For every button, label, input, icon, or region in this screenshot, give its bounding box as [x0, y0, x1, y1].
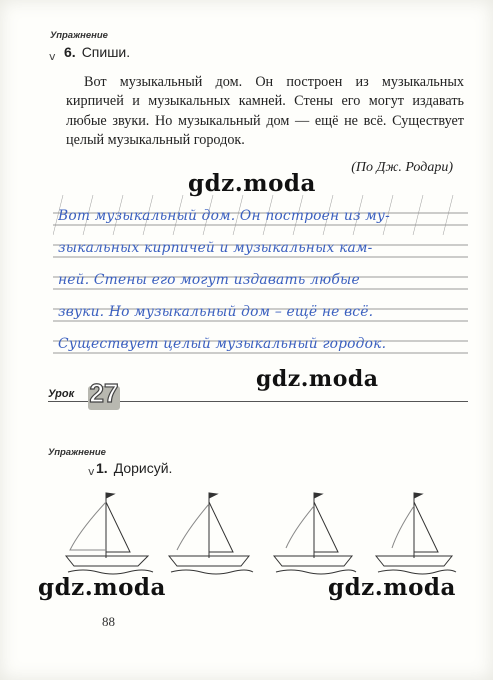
watermark-middle: gdz.moda: [256, 366, 379, 392]
handwritten-line-2: зыкальных кирпичей и музыкальных кам-: [58, 240, 373, 256]
sailboat-drawings: [58, 490, 458, 575]
watermark-bottom-left: gdz.moda: [38, 574, 166, 601]
sailboat-icon: [376, 493, 456, 574]
lesson-number: 27: [89, 378, 119, 408]
handwritten-line-4: звуки. Но музыкальный дом – ещё не всё.: [58, 304, 374, 320]
exercise-1-title: [96, 460, 172, 476]
sailboat-icon: [66, 493, 153, 574]
handwritten-line-5: Существует целый музыкальный городок.: [58, 336, 387, 352]
checkmark-2: v: [88, 465, 95, 478]
checkmark: v: [49, 50, 56, 63]
page-number: 88: [102, 614, 115, 629]
watermark-bottom-right: gdz.moda: [328, 574, 456, 601]
handwritten-line-3: ней. Стены его могут издавать любые: [58, 272, 360, 288]
exercise-6-title: [64, 44, 130, 60]
sailboat-icon: [169, 493, 253, 574]
exercise-task-2: Дорисуй.: [113, 460, 173, 476]
handwritten-line-1: Вот музыкальный дом. Он построен из му-: [58, 208, 390, 224]
lesson-label: Урок: [48, 388, 75, 400]
exercise-number: 6.: [64, 44, 76, 60]
watermark-top: gdz.moda: [188, 170, 316, 197]
printed-paragraph: Вот музыкальный дом. Он построен из музыкальных кирпичей и музыкальных камней. Стены его могут издавать любые звуки. Но музыкальный дом — ещё не всё. Существует целый музыкальный городок.: [66, 74, 464, 149]
text-source: (По Дж. Родари): [351, 160, 453, 175]
exercise-label-2: Упражнение: [48, 447, 106, 458]
exercise-task: Спиши.: [81, 44, 131, 60]
exercise-label: Упражнение: [50, 30, 108, 41]
sailboat-icon: [274, 493, 356, 574]
exercise-number-2: 1.: [96, 460, 108, 476]
